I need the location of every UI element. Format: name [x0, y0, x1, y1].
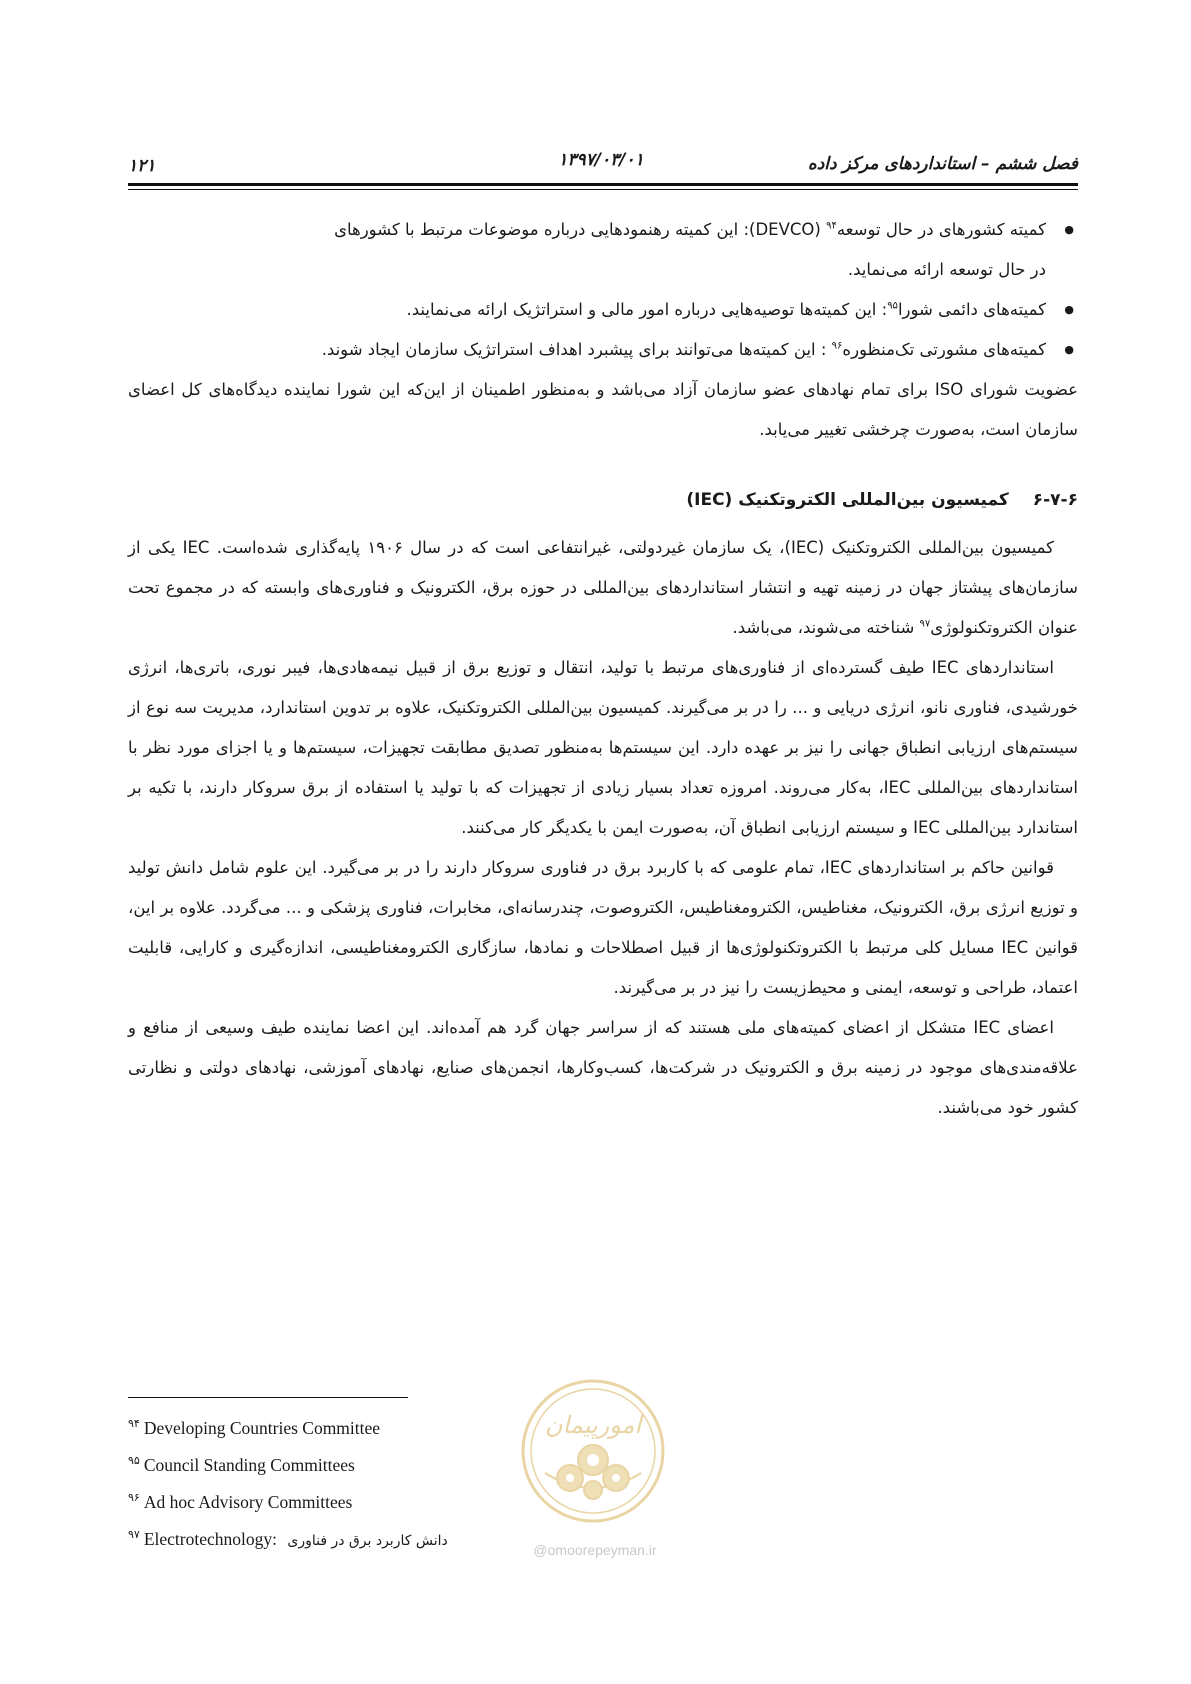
committee-list	[128, 210, 1078, 370]
header-rule-thick	[128, 183, 1078, 186]
bullet-text: کمیته کشورهای در حال توسعه	[836, 220, 1046, 239]
list-item	[128, 290, 1078, 330]
header-rule-thin	[128, 189, 1078, 190]
footnote-ref[interactable]: ۹۵	[887, 300, 898, 312]
bullet-text: در حال توسعه ارائه می‌نماید.	[847, 260, 1046, 279]
bullet-text: (DEVCO): این کمیته رهنمودهایی درباره موضوعات مرتبط با کشورهای	[334, 220, 827, 239]
section-heading	[128, 480, 1078, 520]
footnote-text: Developing Countries Committee	[143, 1418, 381, 1438]
list-item	[128, 330, 1078, 370]
page-body	[128, 210, 1078, 1128]
section-number: ۶-۷-۶	[1032, 490, 1078, 510]
page-header	[128, 150, 1078, 180]
bullet-text: : این کمیته‌ها می‌توانند برای پیشبرد اهداف استراتژیک سازمان ایجاد شوند.	[321, 340, 832, 359]
paragraph-iec-members: اعضای IEC متشکل از اعضای کمیته‌های ملی هستند که از سراسر جهان گرد هم آمده‌اند. این اعضا نماینده طیف وسیعی از منافع و علاقه‌مندی‌های موجود در زمینه برق و الکترونیک در شرکت‌ها، کسب‌وکارها، انجمن‌های صنایع، نهادهای آموزشی، نهادهای دولتی و نظارتی کشور خود می‌باشند.	[128, 1018, 1078, 1117]
list-item	[128, 210, 1078, 290]
paragraph-iso-council: عضویت شورای ISO برای تمام نهادهای عضو سازمان آزاد می‌باشد و به‌منظور اطمینان از این‌که این شورا نماینده دیدگاه‌های کل اعضای سازمان است، به‌صورت چرخشی تغییر می‌یابد.	[128, 380, 1078, 439]
footnote-text-persian: دانش کاربرد برق در فناوری	[287, 1533, 448, 1549]
paragraph-iec-intro	[128, 528, 1078, 648]
bullet-text: کمیته‌های مشورتی تک‌منظوره	[842, 340, 1046, 359]
paragraph-text: کمیسیون بین‌المللی الکتروتکنیک (IEC)، یک سازمان غیردولتی، غیرانتفاعی است که در سال ۱۹۰۶ پایه‌گذاری شده‌است. IEC یکی از سازمان‌های پیشتاز جهان در زمینه تهیه و انتشار استانداردهای بین‌المللی در حوزه برق، الکترونیک و فناوری‌های وابسته که در مجموع تحت عنوان الکتروتکنولوژی	[128, 538, 1078, 637]
footnote-text: Ad hoc Advisory Committees	[143, 1492, 353, 1512]
paragraph-text: شناخته می‌شوند، می‌باشد.	[732, 618, 920, 637]
footnote-number: ۹۴	[128, 1418, 140, 1431]
bullet-text: : این کمیته‌ها توصیه‌هایی درباره امور مالی و استراتژیک ارائه می‌نمایند.	[406, 300, 888, 319]
chapter-title: فصل ششم – استانداردهای مرکز داده	[807, 154, 1078, 174]
section-title: کمیسیون بین‌المللی الکتروتکنیک (IEC)	[686, 490, 1009, 510]
header-date: ۱۳۹۷/۰۳/۰۱	[558, 150, 644, 170]
footnote-text: Council Standing Committees	[143, 1455, 355, 1475]
footnote-number: ۹۶	[128, 1492, 140, 1505]
footnote-ref[interactable]: ۹۷	[919, 618, 931, 630]
footnote-number: ۹۷	[128, 1529, 140, 1542]
footnote-number: ۹۵	[128, 1455, 140, 1468]
footnote-separator	[128, 1397, 408, 1398]
page-number: ۱۲۱	[128, 156, 156, 176]
paragraph-iec-standards: استانداردهای IEC طیف گسترده‌ای از فناوری‌های مرتبط با تولید، انتقال و توزیع برق از قبیل نیمه‌هادی‌ها، فیبر نوری، باتری‌ها، انرژی خورشیدی، فناوری نانو، انرژی دریایی و ... را در بر می‌گیرند. کمیسیون بین‌المللی الکتروتکنیک، علاوه بر تدوین استاندارد، مدیریت سه نوع از سیستم‌های ارزیابی انطباق جهانی را نیز بر عهده دارد. این سیستم‌ها به‌منظور تصدیق مطابقت تجهیزات، سیستم‌ها و یا اجزای مورد نظر با استانداردهای بین‌المللی IEC، به‌کار می‌روند. امروزه تعداد بسیار زیادی از تجهیزات که با تولید یا استفاده از برق سروکار دارند، با تکیه بر استاندارد بین‌المللی IEC و سیستم ارزیابی انطباق آن، به‌صورت ایمن با یکدیگر کار می‌کنند.	[128, 658, 1078, 837]
footnote-ref[interactable]: ۹۴	[826, 220, 837, 232]
bullet-text: کمیته‌های دائمی شورا	[897, 300, 1046, 319]
paragraph-iec-rules: قوانین حاکم بر استانداردهای IEC، تمام علومی که با کاربرد برق در فناوری سروکار دارند را در بر می‌گیرد. این علوم شامل دانش تولید و توزیع انرژی برق، الکترونیک، مغناطیس، الکترومغناطیس، الکتروصوت، چندرسانه‌ای، مخابرات، فناوری پزشکی و ... می‌گردد. علاوه بر این، قوانین IEC مسایل کلی مرتبط با الکتروتکنولوژی‌ها از قبیل اصطلاحات و نمادها، سازگاری الکترومغناطیسی، اندازه‌گیری و کارایی، قابلیت اعتماد، طراحی و توسعه، ایمنی و محیط‌زیست را نیز در بر می‌گیرند.	[128, 858, 1078, 997]
watermark-url: @omoorepeyman.ir	[533, 1542, 657, 1558]
watermark-logo-text: امورپیمان	[544, 1411, 642, 1439]
watermark-logo-icon	[520, 1378, 666, 1524]
footnote-ref[interactable]: ۹۶	[831, 340, 843, 352]
footnote-text: Electrotechnology:	[143, 1529, 277, 1549]
